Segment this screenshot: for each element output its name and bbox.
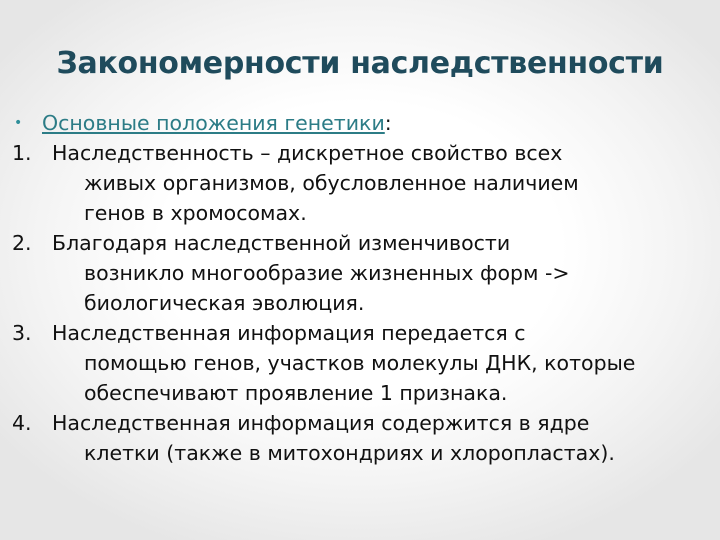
item-number: 4. bbox=[12, 411, 32, 435]
item-line: Благодаря наследственной изменчивости bbox=[52, 231, 511, 255]
item-line: Наследственная информация содержится в ядре bbox=[52, 411, 590, 435]
item-line: клетки (также в митохондриях и хлоропластах). bbox=[84, 441, 615, 465]
bullet-suffix: : bbox=[384, 111, 392, 135]
numbered-item-3 bbox=[12, 318, 702, 408]
item-line: помощью генов, участков молекулы ДНК, которые bbox=[84, 351, 636, 375]
numbered-item-1 bbox=[12, 138, 702, 228]
item-line: генов в хромосомах. bbox=[84, 201, 307, 225]
item-line: возникло многообразие жизненных форм -> bbox=[84, 261, 570, 285]
item-line: Наследственная информация передается с bbox=[52, 321, 526, 345]
item-line: биологическая эволюция. bbox=[84, 291, 365, 315]
numbered-item-4 bbox=[12, 408, 702, 468]
item-line: живых организмов, обусловленное наличием bbox=[84, 171, 579, 195]
bullet-item bbox=[12, 108, 702, 138]
item-line: Наследственность – дискретное свойство всех bbox=[52, 141, 563, 165]
item-number: 1. bbox=[12, 141, 32, 165]
genetics-principles-link[interactable]: Основные положения генетики bbox=[42, 111, 385, 135]
numbered-item-2 bbox=[12, 228, 702, 318]
item-line: обеспечивают проявление 1 признака. bbox=[84, 381, 508, 405]
slide-title: Закономерности наследственности bbox=[56, 46, 664, 81]
bullet-marker: • bbox=[14, 115, 23, 131]
item-number: 3. bbox=[12, 321, 32, 345]
item-number: 2. bbox=[12, 231, 32, 255]
slide-content bbox=[12, 108, 702, 468]
